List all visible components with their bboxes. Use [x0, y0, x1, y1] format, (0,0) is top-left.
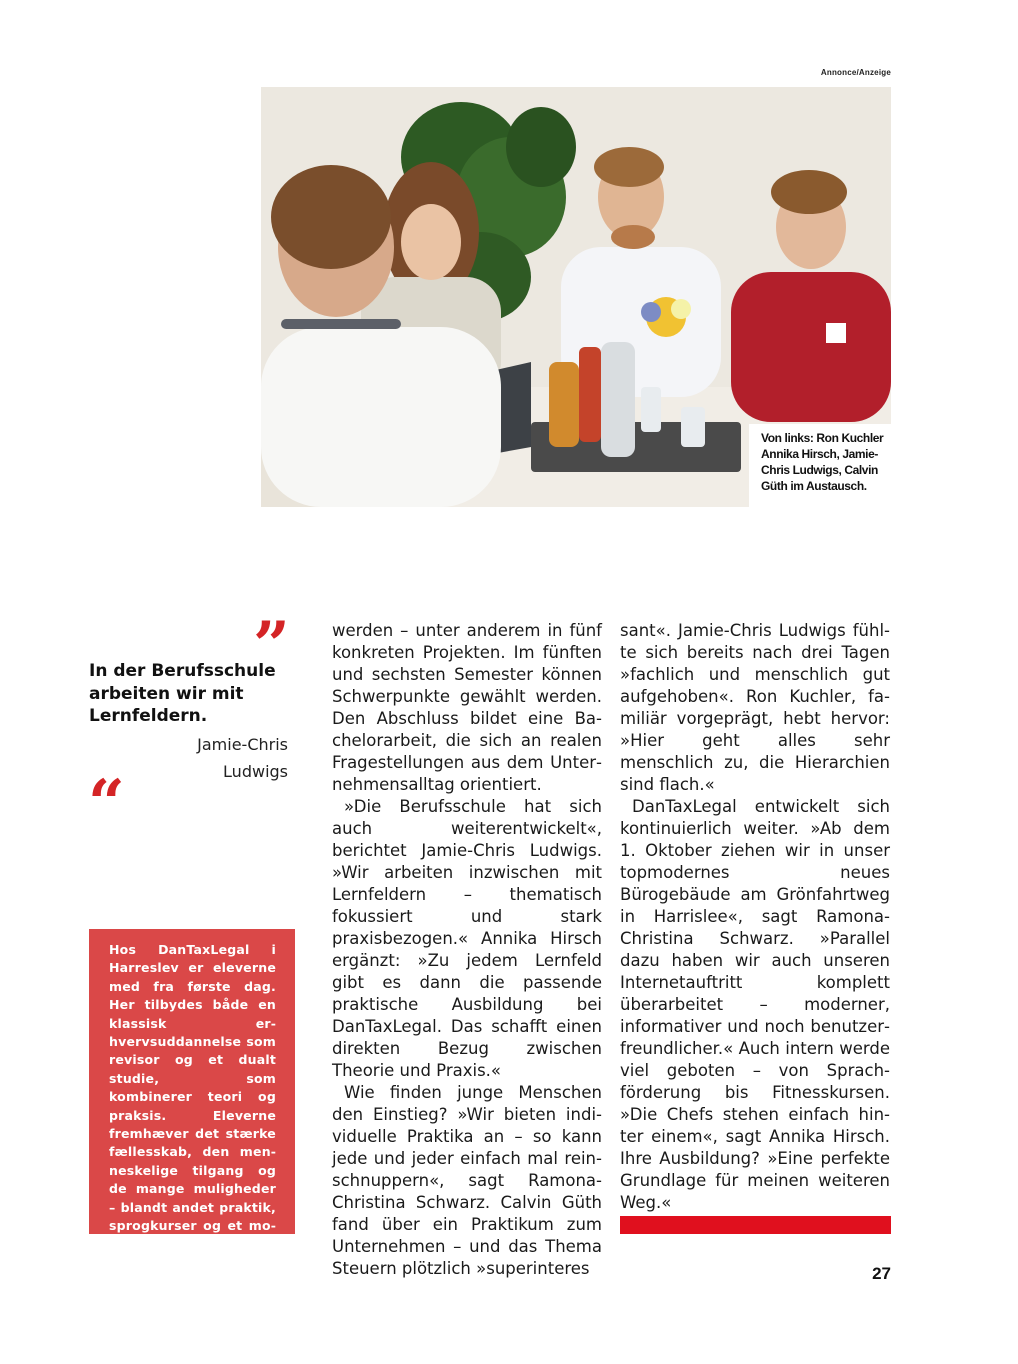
quote-author-line2: Ludwigs	[223, 762, 288, 781]
article-paragraph: werden – unter anderem in fünf konkreten Projekten. Im fünften und sechsten Semester können Schwerpunkte gewählt werden. Den Abschluss bildet eine Bachelorarbeit, die sich an realen Fragestellungen aus dem Unternehmensalltag orientiert.	[332, 621, 602, 794]
accent-bar	[620, 1216, 891, 1234]
advertisement-label: Annonce/Anzeige	[820, 68, 891, 77]
danish-summary-box: Hos DanTaxLegal i Harreslev er eleverne med fra første dag. Her tilbydes både en klassisk erhvervsuddannelse som revisor og et dualt studie, som kombinerer teori og praksis. Eleverne fremhæver det stærke fællesskab, den menneskelige tilgang og de mange muligheder – blandt andet praktik, sprogkurser og et moderne arbejdsmiljø.	[89, 929, 295, 1234]
article-column-2	[620, 620, 890, 1236]
opening-quote-mark: “	[88, 766, 125, 841]
pull-quote-text: In der Berufsschule arbeiten wir mit Lernfeldern.	[89, 661, 276, 726]
article-paragraph: DanTaxLegal entwickelt sich kontinuierlich weiter. »Ab dem 1. Oktober ziehen wir in unser topmodernes neues Bürogebäude am Grönfahrtweg in Harrislee«, sagt Ramona-Christina Schwarz. »Parallel dazu haben wir auch unseren Internetauftritt komplett überarbeitet – moderner, informativer und noch benutzerfreundlicher.« Auch intern werde viel geboten – von Sprachförderung bis Fitnesskursen. »Die Chefs stehen einfach hinter einem«, sagt Annika Hirsch. Ihre Ausbildung? »Eine perfekte Grundlage für meinen weiteren Weg.«	[620, 797, 890, 1212]
article-column-1	[332, 620, 602, 1280]
group-meeting-photo	[261, 87, 891, 507]
quote-author-line1: Jamie-Chris	[197, 735, 288, 754]
closing-quote-mark: ”	[253, 608, 290, 683]
article-paragraph: »Die Berufsschule hat sich auch weiterentwickelt«, berichtet Jamie-Chris Ludwigs. »Wir arbeiten inzwischen mit Lernfeldern – thematisch fokussiert und stark praxisbezogen.« Annika Hirsch ergänzt: »Zu jedem Lernfeld gibt es dann die passende praktische Ausbildung bei DanTaxLegal. Das schafft einen direkten Bezug zwischen Theorie und Praxis.«	[332, 797, 602, 1080]
pull-quote-author	[150, 731, 288, 785]
article-paragraph: sant«. Jamie-Chris Ludwigs fühlte sich bereits nach drei Tagen »fachlich und menschlich gut aufgehoben«. Ron Kuchler, familiär vorgeprägt, hebt hervor: »Hier geht alles sehr menschlich zu, die Hierarchien sind flach.«	[620, 621, 890, 794]
article-paragraph: Wie finden junge Menschen den Einstieg? »Wir bieten individuelle Praktika an – so kann jede und jeder einfach mal reinschnuppern«, sagt Ramona-Christina Schwarz. Calvin Güth fand über ein Praktikum zum Unternehmen – und das Thema Steuern plötzlich »superinteres	[332, 1083, 602, 1278]
page-number: 27	[872, 1264, 891, 1283]
photo-caption: Von links: Ron Kuchler Annika Hirsch, Jamie-Chris Ludwigs, Calvin Güth im Austausch.	[749, 424, 891, 507]
